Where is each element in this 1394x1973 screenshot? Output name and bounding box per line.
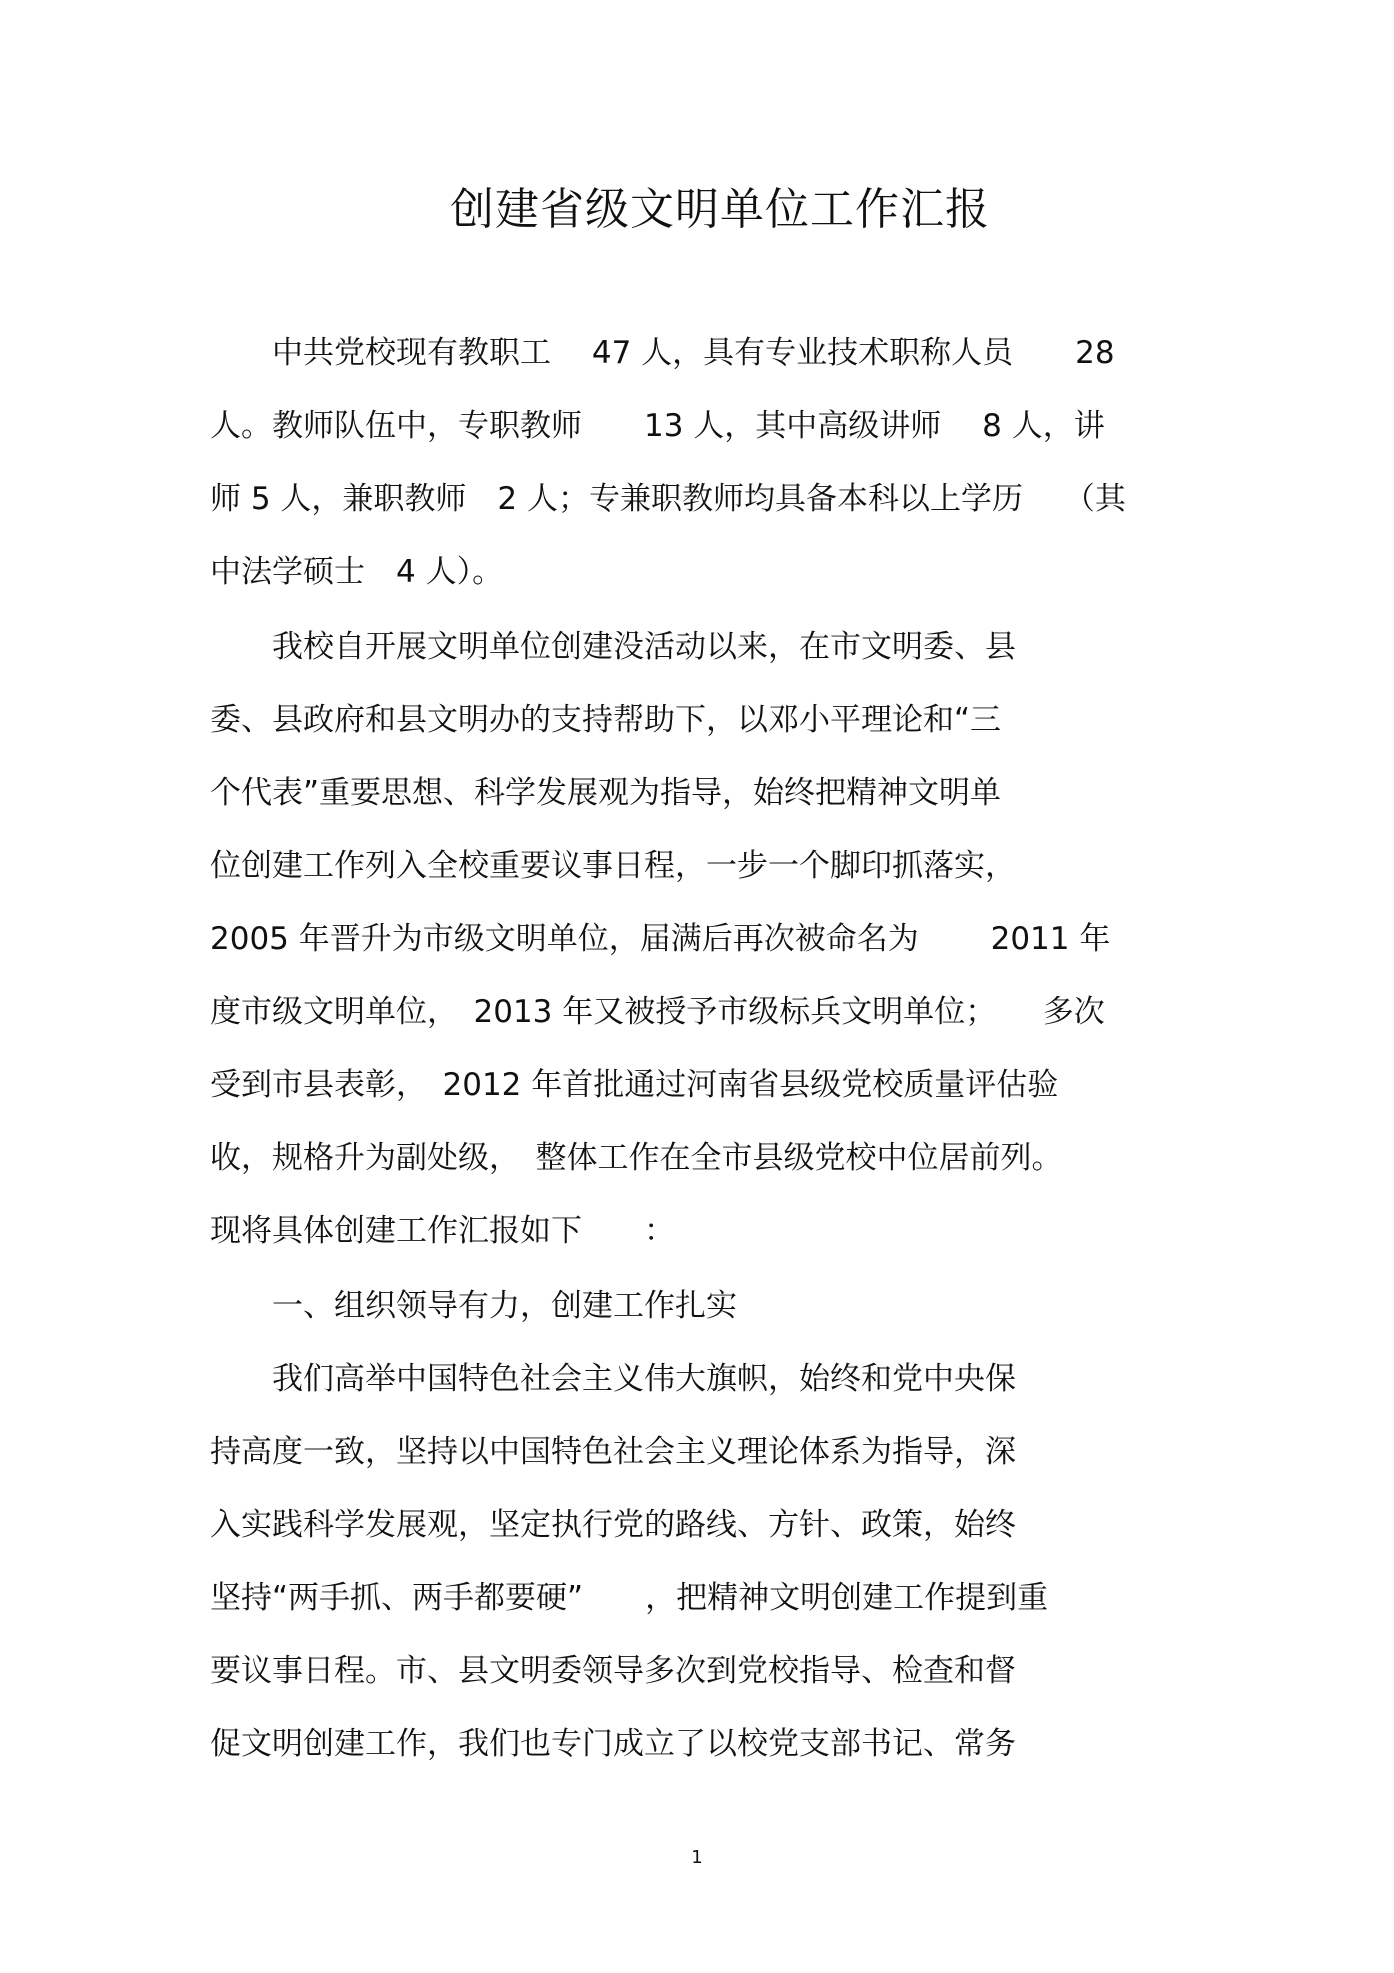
body-line: 收，规格升为副处级， 整体工作在全市县级党校中位居前列。: [210, 1140, 1063, 1176]
body-line: 持高度一致，坚持以中国特色社会主义理论体系为指导，深: [210, 1434, 1016, 1470]
body-line: 中共党校现有教职工 47 人，具有专业技术职称人员 28: [210, 335, 1115, 371]
body-line: 委、县政府和县文明办的支持帮助下，以邓小平理论和“三: [210, 702, 1002, 738]
body-line: 师 5 人，兼职教师 2 人；专兼职教师均具备本科以上学历 （其: [210, 481, 1126, 517]
page-number: 1: [691, 1847, 703, 1868]
body-line: 我校自开展文明单位创建没活动以来，在市文明委、县: [210, 629, 1016, 665]
body-line: 现将具体创建工作汇报如下 ：: [210, 1213, 675, 1249]
body-line: 要议事日程。市、县文明委领导多次到党校指导、检查和督: [210, 1653, 1016, 1689]
body-line: 促文明创建工作，我们也专门成立了以校党支部书记、常务: [210, 1726, 1016, 1762]
body-line: 位创建工作列入全校重要议事日程，一步一个脚印抓落实，: [210, 848, 1016, 884]
body-line: 度市级文明单位， 2013 年又被授予市级标兵文明单位； 多次: [210, 994, 1105, 1030]
body-line: 坚持“两手抓、两手都要硬” ，把精神文明创建工作提到重: [210, 1580, 1049, 1616]
body-line: 个代表”重要思想、科学发展观为指导，始终把精神文明单: [210, 775, 1002, 811]
body-line: 2005 年晋升为市级文明单位，届满后再次被命名为 2011 年: [210, 921, 1111, 957]
body-line: 入实践科学发展观，坚定执行党的路线、方针、政策，始终: [210, 1507, 1016, 1543]
body-line: 我们高举中国特色社会主义伟大旗帜，始终和党中央保: [210, 1361, 1016, 1397]
document-title: 创建省级文明单位工作汇报: [450, 184, 990, 235]
body-line: 中法学硕士 4 人）。: [210, 554, 504, 590]
body-line: 人。教师队伍中，专职教师 13 人，其中高级讲师 8 人，讲: [210, 408, 1105, 444]
body-line: 受到市县表彰， 2012 年首批通过河南省县级党校质量评估验: [210, 1067, 1059, 1103]
section-heading: 一、组织领导有力，创建工作扎实: [210, 1288, 737, 1324]
